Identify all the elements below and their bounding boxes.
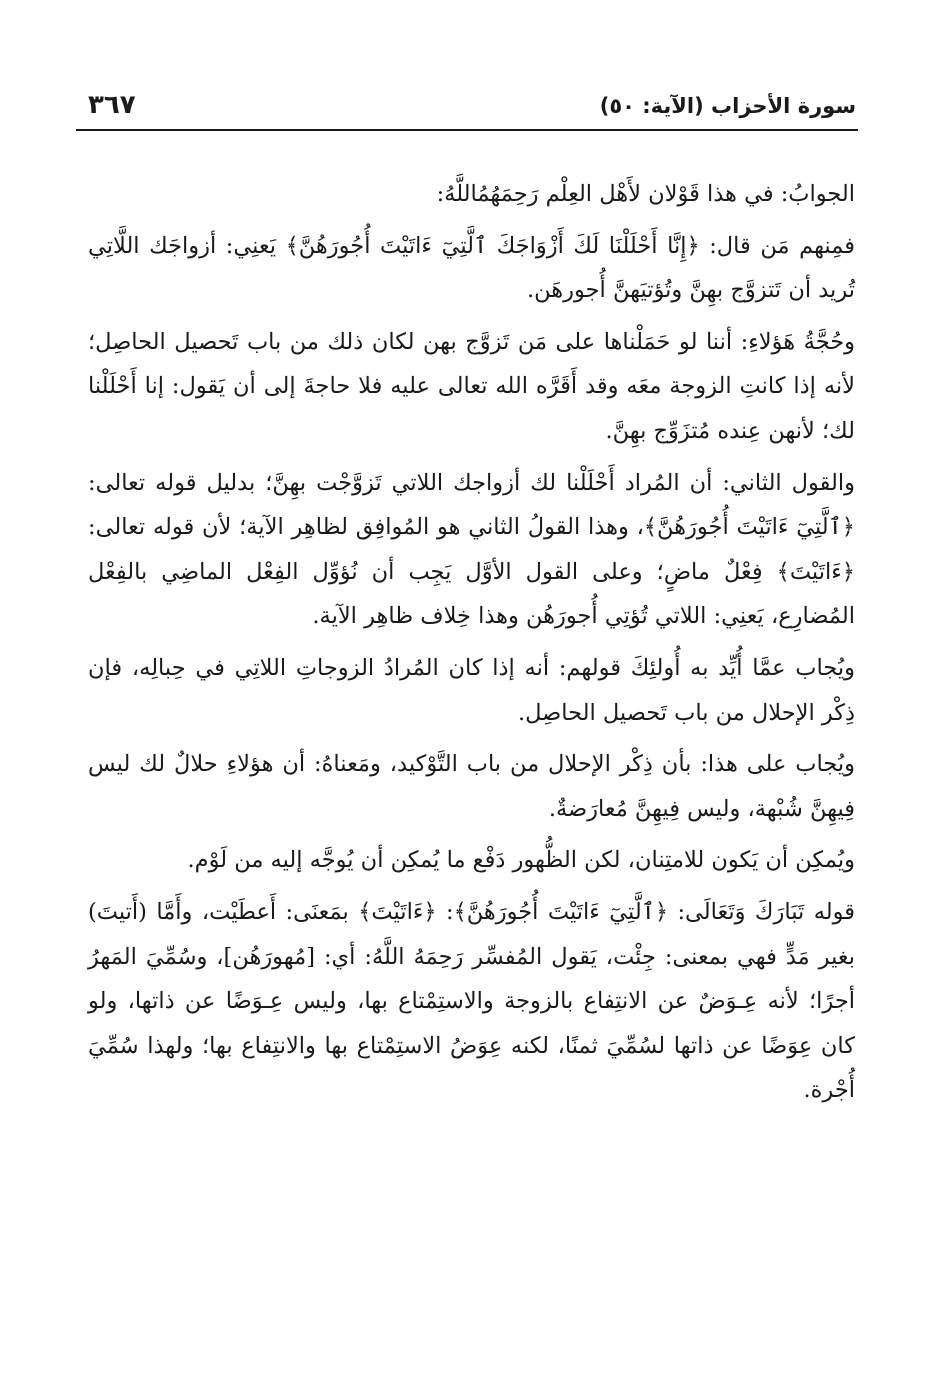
header-divider [76, 129, 858, 131]
paragraph-rebuttal: ويُجاب عمَّا أُيِّد به أُولئِكَ قولهم: أنه إذا كان المُرادُ الزوجاتِ اللاتِي في حِبالِه، فإن ذِكْر الإحلال من باب تَحصيل الحاصِل. [88, 654, 855, 726]
paragraph-second-opinion: والقول الثاني: أن المُراد أَحْلَلْنا لك أزواجك اللاتي تَزوَّجْت بهِنَّ؛ بدليل قوله تعالى: ﴿ٱلَّتِيٓ ءَاتَيْتَ أُجُورَهُنَّ﴾، وهذا القولُ الثاني هو المُوافِق لظاهِر الآية؛ لأن قوله تعالى: ﴿ءَاتَيْتَ﴾ فِعْلٌ ماضٍ؛ وعلى القول الأوَّل يَجِب أن نُؤوِّل الفِعْل الماضِي بالفِعْل المُضارِع، يَعنِي: اللاتي تُؤتِي أُجورَهُن وهذا خِلاف ظاهِر الآية. [88, 469, 855, 630]
running-title: سورة الأحزاب (الآية: ٥٠) [599, 94, 856, 118]
page-header [76, 88, 856, 128]
paragraph-verse-commentary: قوله تَبَارَكَ وَتَعَالَى: ﴿ٱلَّتِيٓ ءَاتَيْتَ أُجُورَهُنَّ﴾: ﴿ءَاتَيْتَ﴾ بمَعنَى: أَعطَيْت، وأَمَّا (أَتيتَ) بغير مَدٍّ فهي بمعنى: جِئْت، يَقول المُفسِّر رَحِمَهُ اللَّهُ: أي: [مُهورَهُن]، وسُمِّيَ المَهرُ أجرًا؛ لأنه عِـوَضٌ عن الانتِفاع بالزوجة والاستِمْتاع بها، وليس عِـوَضًا عن ذاتها، ولو كان عِوَضًا عن ذاتها لسُمِّيَ ثمنًا، لكنه عِوَضُ الاستِمْتاع بها والانتِفاع بها؛ ولهذا سُمِّيَ أُجْرة. [88, 898, 855, 1104]
paragraph-answer-intro: الجوابُ: في هذا قَوْلان لأَهْل العِلْم رَحِمَهُمُاللَّهُ: [436, 181, 855, 207]
paragraph-first-opinion: فمِنهم مَن قال: ﴿إِنَّا أَحْلَلْنَا لَكَ أَزْوَاجَكَ ٱلَّتِيٓ ءَاتَيْتَ أُجُورَهُنَّ﴾ يَعنِي: أزواجَك اللَّاتِي تُريد أن تَتزوَّج بهِنَّ وتُؤتيَهنَّ أُجورهَن. [88, 232, 855, 304]
paragraph-rebuttal-answer: ويُجاب على هذا: بأن ذِكْر الإحلال من باب التَّوْكيد، ومَعناهُ: أن هؤلاءِ حلالٌ لك ليس فِيهِنَّ شُبْهة، وليس فِيهِنَّ مُعارَضةٌ. [88, 751, 855, 822]
page-number: ٣٦٧ [88, 90, 136, 120]
paragraph-gratitude-note: ويُمكِن أن يَكون للامتِنان، لكن الظُّهور دَفْع ما يُمكِن أن يُوجَّه إليه من لَوْم. [187, 847, 855, 874]
page-body [88, 172, 855, 1113]
paragraph-first-opinion-argument: وحُجَّةُ هَؤلاءِ: أننا لو حَمَلْناها على مَن تَزوَّج بهن لكان ذلك من باب تَحصيل الحاصِل؛ لأنه إذا كانتِ الزوجة معَه وقد أَقَرَّه الله تعالى عليه فلا حاجةَ إلى أن يَقول: إنا أَحْلَلْنا لك؛ لأنهن عِنده مُتزَوِّج بهِنَّ. [88, 328, 855, 444]
